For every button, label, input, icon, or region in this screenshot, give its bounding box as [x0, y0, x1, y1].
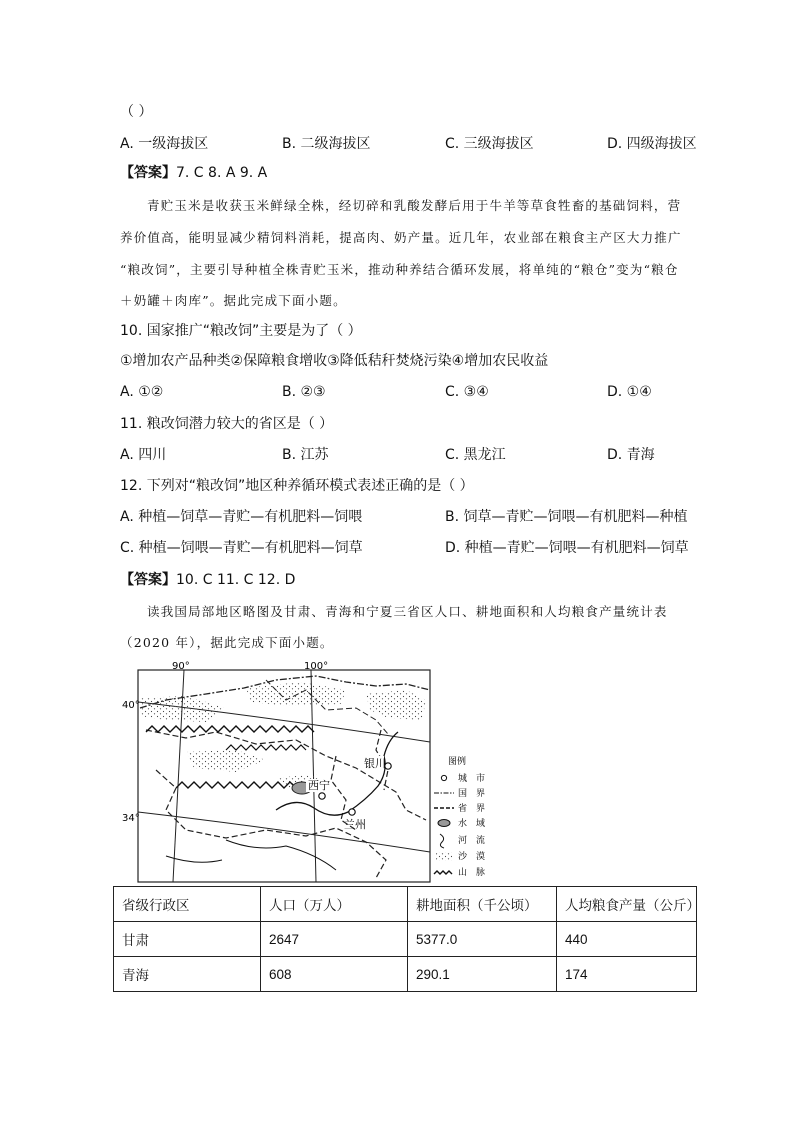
legend-title: 图例 — [448, 757, 467, 767]
legend-item: 国 界 — [458, 789, 486, 799]
q10-option-c: C. ③④ — [445, 384, 489, 400]
city-label-yinchuan: 银川 — [364, 757, 386, 770]
city-label-xining: 西宁 — [308, 779, 330, 792]
q12-option-b: B. 饲草—青贮—饲喂—有机肥料—种植 — [445, 509, 688, 525]
table-header-cell: 省级行政区 — [114, 887, 261, 922]
q11-option-c: C. 黑龙江 — [445, 447, 506, 463]
passage2-line-1: 读我国局部地区略图及甘肃、青海和宁夏三省区人口、耕地面积和人均粮食产量统计表 — [147, 604, 668, 619]
answer-block-2 — [120, 570, 295, 590]
passage1-line-2: 养价值高，能明显减少精饲料消耗，提高肉、奶产量。近几年，农业部在粮食主产区大力推广 — [120, 230, 682, 245]
table-cell: 甘肃 — [114, 922, 261, 957]
q12-option-d: D. 种植—青贮—饲喂—有机肥料—饲草 — [445, 540, 689, 556]
q12-option-c: C. 种植—饲喂—青贮—有机肥料—饲草 — [120, 540, 363, 556]
legend-desert-symbol — [436, 852, 452, 861]
answer-tag: 【答案】 — [120, 572, 176, 588]
legend-city-symbol — [441, 775, 446, 780]
answer-text: 10. C 11. C 12. D — [176, 572, 296, 588]
answer-block-1 — [120, 163, 267, 183]
q10-option-a: A. ①② — [120, 384, 164, 400]
table-header-cell: 人口（万人） — [261, 887, 408, 922]
q10-option-b: B. ②③ — [282, 384, 326, 400]
statistics-table — [113, 886, 700, 992]
q9-option-c: C. 三级海拔区 — [445, 136, 534, 152]
question-12-stem: 12. 下列对“粮改饲”地区种养循环模式表述正确的是（ ） — [120, 478, 474, 494]
q11-option-b: B. 江苏 — [282, 447, 329, 463]
legend-item: 水 域 — [458, 819, 486, 829]
q11-option-d: D. 青海 — [607, 447, 655, 463]
q11-option-a: A. 四川 — [120, 447, 167, 463]
question-9-paren: （ ） — [120, 104, 153, 120]
city-label-lanzhou: 兰州 — [344, 818, 366, 831]
legend-item: 省 界 — [458, 804, 486, 814]
legend-item: 城 市 — [458, 774, 486, 784]
legend-water-symbol — [438, 820, 450, 827]
city-marker — [319, 793, 325, 799]
table-row — [114, 922, 697, 957]
map-legend — [434, 755, 485, 878]
question-10-items: ①增加农产品种类②保障粮食增收③降低秸秆焚烧污染④增加农民收益 — [120, 353, 549, 369]
q9-option-b: B. 二级海拔区 — [282, 136, 371, 152]
q10-option-d: D. ①④ — [607, 384, 652, 400]
lon-label-100: 100° — [304, 661, 329, 672]
question-10-stem: 10. 国家推广“粮改饲”主要是为了（ ） — [120, 323, 362, 339]
q12-option-a: A. 种植—饲草—青贮—有机肥料—饲喂 — [120, 509, 363, 525]
answer-tag: 【答案】 — [120, 165, 176, 181]
city-marker — [349, 809, 355, 815]
legend-river-symbol — [440, 834, 444, 848]
q9-option-a: A. 一级海拔区 — [120, 136, 209, 152]
question-11-stem: 11. 粮改饲潜力较大的省区是（ ） — [120, 416, 334, 432]
answer-text: 7. C 8. A 9. A — [176, 165, 268, 181]
table-row — [114, 957, 697, 992]
lat-label-40: 40° — [122, 700, 140, 711]
table-cell: 5377.0 — [408, 922, 557, 957]
table-header-cell: 人均粮食产量（公斤） — [557, 887, 697, 922]
lat-label-34: 34° — [122, 813, 140, 824]
legend-item: 山 脉 — [458, 868, 486, 878]
lon-label-90: 90° — [172, 661, 190, 672]
table-cell: 青海 — [114, 957, 261, 992]
q9-option-d: D. 四级海拔区 — [607, 136, 697, 152]
table-cell: 608 — [261, 957, 408, 992]
table-header-cell: 耕地面积（千公顷） — [408, 887, 557, 922]
table-cell: 290.1 — [408, 957, 557, 992]
passage1-line-3: “粮改饲”，主要引导种植全株青贮玉米，推动种养结合循环发展，将单纯的“粮仓”变为“粮仓 — [120, 262, 679, 277]
table-cell: 440 — [557, 922, 697, 957]
table-cell: 2647 — [261, 922, 408, 957]
legend-mountain-symbol — [434, 871, 452, 874]
passage1-line-1: 青贮玉米是收获玉米鲜绿全株，经切碎和乳酸发酵后用于牛羊等草食牲畜的基础饲料，营 — [147, 198, 682, 213]
regional-map — [122, 660, 506, 884]
passage1-line-4: ＋奶罐＋肉库”。据此完成下面小题。 — [120, 293, 347, 308]
legend-item: 河 流 — [458, 836, 486, 846]
legend-item: 沙 漠 — [458, 852, 486, 862]
table-cell: 174 — [557, 957, 697, 992]
table-header-row — [114, 887, 697, 922]
passage2-line-2: （2020 年），据此完成下面小题。 — [120, 635, 334, 650]
